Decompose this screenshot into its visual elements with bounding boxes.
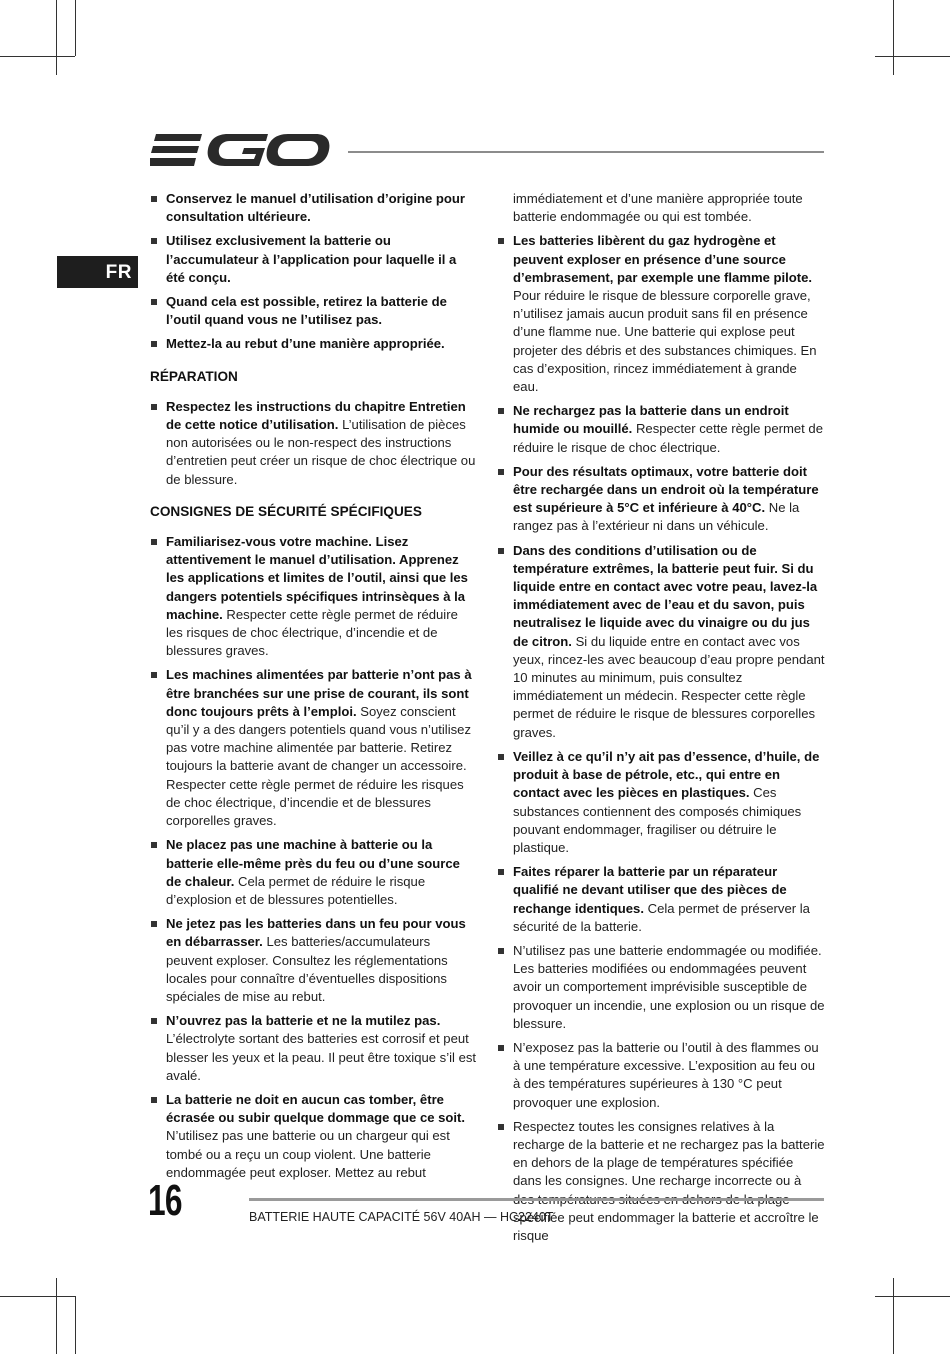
bullet-bold-text: Ne jetez pas les batteries dans un feu pour vous en débarrasser. <box>166 916 466 950</box>
bullet-bold-text: Pour des résultats optimaux, votre batterie doit être rechargée dans un endroit où la température est supérieure à 5°C et inférieure à 40°C. <box>513 463 819 516</box>
footer-title: BATTERIE HAUTE CAPACITÉ 56V 40AH — HC2240T <box>249 1210 554 1224</box>
bullet-item <box>150 335 478 353</box>
crop-mark <box>875 56 950 57</box>
square-bullet-icon <box>151 842 157 848</box>
bullet-item <box>497 232 825 396</box>
square-bullet-icon <box>498 1045 504 1051</box>
square-bullet-icon <box>498 238 504 244</box>
section-heading-specific: CONSIGNES DE SÉCURITÉ SPÉCIFIQUES <box>150 503 422 519</box>
bullet-bold-text: Veillez à ce qu’il n’y ait pas d’essence, d’huile, de produit à base de pétrole, etc., qui entre en contact avec les pièces en plastiques. <box>513 748 820 801</box>
square-bullet-icon <box>151 238 157 244</box>
square-bullet-icon <box>151 539 157 545</box>
bullet-text: L’utilisation de pièces non autorisées ou le non-respect des instructions d’entretien peut créer un risque de choc électrique ou de blessure. <box>166 417 476 487</box>
square-bullet-icon <box>498 1124 504 1130</box>
bullet-text: Cela permet de réduire le risque d’explosion et de blessures potentielles. <box>166 873 426 907</box>
bullet-item <box>150 1091 478 1182</box>
bullet-bold-text: La batterie ne doit en aucun cas tomber, être écrasée ou subir quelque dommage que ce soit. <box>166 1091 466 1126</box>
bullet-bold-text: Les machines alimentées par batterie n’ont pas à être branchées sur une prise de courant, ils sont donc toujours prêts à l’emploi. <box>166 667 472 719</box>
bullet-text: Cela permet de préserver la sécurité de la batterie. <box>513 900 810 934</box>
square-bullet-icon <box>498 948 504 954</box>
bullet-item <box>150 836 478 909</box>
bullet-item <box>150 1012 478 1085</box>
bullet-bold-text: Mettez-la au rebut d’une manière appropriée. <box>166 336 445 352</box>
bullet-bold-text: Ne rechargez pas la batterie dans un endroit humide ou mouillé. <box>513 403 789 437</box>
bullet-text: N’utilisez pas une batterie endommagée ou modifiée. Les batteries modifiées ou endommagées peuvent avoir un comportement imprévisible susceptible de provoquer un incendie, une explosion ou un risque de blessure. <box>513 942 825 1031</box>
square-bullet-icon <box>151 672 157 678</box>
bullet-bold-text: Les batteries libèrent du gaz hydrogène et peuvent exploser en présence d’une source d’embrasement, par exemple une flamme pilote. <box>513 233 813 285</box>
bullet-text: N’exposez pas la batterie ou l’outil à des flammes ou à une température excessive. L’exposition au feu ou à des températures supérieures à 130 °C peut provoquer une explosion. <box>513 1039 819 1110</box>
square-bullet-icon <box>151 299 157 305</box>
bullet-text: Ces substances contiennent des composés chimiques pouvant endommager, fragiliser ou détruire le plastique. <box>513 785 802 855</box>
bullet-bold-text: Faites réparer la batterie par un réparateur qualifié ne devant utiliser que des pièces de rechange identiques. <box>513 864 787 916</box>
bullet-bold-text: N’ouvrez pas la batterie et ne la mutilez pas. <box>166 1013 441 1029</box>
bullet-text: Les batteries/accumulateurs peuvent exploser. Consultez les réglementations locales pour connaître d’éventuelles dispositions spéciales de mise au rebut. <box>166 934 448 1004</box>
bullet-text: Pour réduire le risque de blessure corporelle grave, n’utilisez jamais aucun produit sans fil en présence d’une flamme nue. Une batterie qui explose peut projeter des débris et des substances chimiques. En cas d’exposition, rincez immédiatement à grande eau. <box>513 288 817 395</box>
bullet-item <box>150 398 478 489</box>
bullet-item <box>497 863 825 936</box>
crop-mark <box>0 1296 75 1297</box>
bullet-bold-text: Ne placez pas une machine à batterie ou la batterie elle-même près du feu ou d’une source de chaleur. <box>166 837 460 889</box>
bullet-item <box>497 748 825 857</box>
page-number: 16 <box>148 1176 182 1225</box>
square-bullet-icon <box>498 754 504 760</box>
crop-mark <box>0 56 75 57</box>
square-bullet-icon <box>151 341 157 347</box>
continued-paragraph: immédiatement et d’une manière appropriée toute batterie endommagée ou qui est tombée. <box>513 191 803 225</box>
bullet-text: Respecter cette règle permet de réduire le risque de choc électrique. <box>513 421 823 455</box>
crop-mark <box>875 1296 950 1297</box>
bullet-bold-text: Utilisez exclusivement la batterie ou l’accumulateur à l’application pour laquelle il a été conçu. <box>166 233 457 285</box>
right-column <box>497 190 825 1251</box>
header-rule <box>348 151 824 153</box>
square-bullet-icon <box>498 469 504 475</box>
square-bullet-icon <box>151 921 157 927</box>
bullet-item <box>150 190 478 226</box>
bullet-item <box>150 915 478 1006</box>
bullet-item <box>150 533 478 660</box>
bullet-text: Si du liquide entre en contact avec vos yeux, rincez-les avec beaucoup d’eau propre pendant 10 minutes au minimum, puis consultez immédiatement un médecin. Respecter cette règle permet de réduire le risque de blessures corporelles graves. <box>513 633 825 740</box>
square-bullet-icon <box>498 408 504 414</box>
crop-mark <box>893 0 894 75</box>
crop-mark <box>75 0 76 56</box>
bullet-text: L’électrolyte sortant des batteries est corrosif et peut blesser les yeux et la peau. Il peut être toxique s’il est avalé. <box>166 1031 477 1083</box>
square-bullet-icon <box>151 1018 157 1024</box>
footer-rule <box>249 1198 824 1201</box>
bullet-bold-text: Familiarisez-vous votre machine. Lisez attentivement le manuel d’utilisation. Apprenez les applications et limites de l’outil, ainsi que les dangers potentiels spécifiques intrinsèques à la machine. <box>166 534 468 622</box>
bullet-item <box>497 542 825 742</box>
bullet-bold-text: Quand cela est possible, retirez la batterie de l’outil quand vous ne l’utilisez pas. <box>166 294 447 328</box>
square-bullet-icon <box>151 1097 157 1103</box>
bullet-text: Ne la rangez pas à l’extérieur ni dans un véhicule. <box>513 500 800 534</box>
bullet-text: N’utilisez pas une batterie ou un chargeur qui est tombé ou a reçu un coup violent. Une batterie endommagée peut exploser. Mettez au rebut <box>166 1128 450 1180</box>
section-heading-repair: RÉPARATION <box>150 368 238 384</box>
bullet-bold-text: Conservez le manuel d’utilisation d’origine pour consultation ultérieure. <box>166 191 466 225</box>
bullet-item <box>497 942 825 1033</box>
bullet-item <box>150 666 478 830</box>
square-bullet-icon <box>498 869 504 875</box>
bullet-bold-text: Dans des conditions d’utilisation ou de température extrêmes, la batterie peut fuir. Si du liquide entre en contact avec votre peau, lavez-la immédiatement avec de l’eau et du savon, puis neutralisez le liquide avec du vinaigre ou du jus de citron. <box>513 542 818 649</box>
bullet-item <box>150 293 478 329</box>
square-bullet-icon <box>498 548 504 554</box>
bullet-text: Respecter cette règle permet de réduire les risques de choc électrique, d’incendie et de blessures graves. <box>166 606 458 659</box>
bullet-item <box>497 402 825 457</box>
bullet-item <box>497 463 825 536</box>
square-bullet-icon <box>151 404 157 410</box>
crop-mark <box>75 1296 76 1354</box>
bullet-item <box>497 1039 825 1112</box>
bullet-item <box>150 232 478 287</box>
left-column <box>150 190 478 1188</box>
ego-logo <box>150 131 330 176</box>
bullet-text: Soyez conscient qu’il y a des dangers potentiels quand vous n’utilisez pas votre machine alimentée par batterie. Retirez toujours la batterie avant de changer un accessoire. Respecter cette règle permet de réduire les risques de choc électrique, d’incendie et de blessures corporelles graves. <box>166 703 471 829</box>
language-tab: FR <box>57 256 138 288</box>
crop-mark <box>56 0 57 75</box>
bullet-bold-text: Respectez les instructions du chapitre Entretien de cette notice d’utilisation. <box>166 398 466 433</box>
square-bullet-icon <box>151 196 157 202</box>
bullet-item <box>497 1118 825 1245</box>
crop-mark <box>56 1278 57 1354</box>
crop-mark <box>893 1278 894 1354</box>
bullet-text: Respectez toutes les consignes relatives à la recharge de la batterie et ne rechargez pas la batterie en dehors de la plage de températures spécifiée dans les consignes. Une recharge incorrecte ou à spécifiée peut endommager la batterie et accroître le risque <box>513 1118 825 1243</box>
